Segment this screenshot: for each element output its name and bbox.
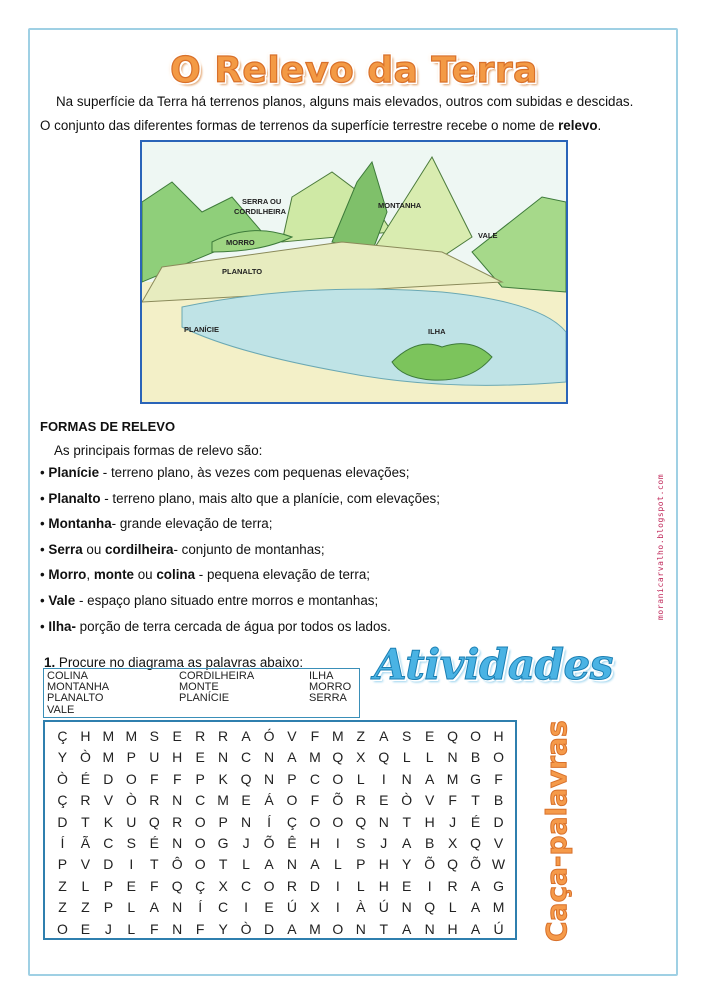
word-item: CORDILHEIRA [179,670,255,682]
puzzle-letter[interactable]: O [470,728,482,744]
puzzle-letter[interactable]: A [470,877,481,894]
puzzle-letter[interactable]: N [424,920,435,937]
puzzle-letter[interactable]: E [172,728,182,744]
puzzle-letter[interactable]: A [402,834,412,851]
puzzle-letter[interactable]: N [401,770,412,787]
puzzle-letter[interactable]: H [493,728,504,744]
puzzle-letter[interactable]: I [335,834,340,851]
puzzle-letter[interactable]: T [149,856,159,873]
puzzle-letter[interactable]: O [309,813,321,830]
puzzle-letter[interactable]: Q [355,813,367,830]
puzzle-letter[interactable]: I [335,899,340,916]
puzzle-letter[interactable]: F [149,877,159,894]
puzzle-letter[interactable]: B [470,749,481,766]
puzzle-letter[interactable]: M [217,792,229,809]
puzzle-letter[interactable]: H [424,813,435,830]
puzzle-letter[interactable]: Y [57,749,68,766]
caca-palavras-title: Caça-palavras [540,720,573,942]
puzzle-letter[interactable]: R [218,728,229,744]
puzzle-letter[interactable]: N [218,749,229,766]
word-item: COLINA [47,670,88,682]
puzzle-letter[interactable]: U [126,813,137,830]
puzzle-letter[interactable]: R [447,877,458,894]
puzzle-letter[interactable]: T [379,920,389,937]
puzzle-letter[interactable]: Ò [79,749,91,766]
puzzle-letter[interactable]: R [172,813,183,830]
intro-line-2-end: . [597,118,602,133]
bullet: • [40,567,49,583]
puzzle-letter[interactable]: F [195,920,205,937]
puzzle-letter[interactable]: E [241,792,251,809]
puzzle-letter[interactable]: S [126,834,136,851]
puzzle-letter[interactable]: M [125,728,138,744]
puzzle-letter[interactable]: H [172,749,183,766]
puzzle-letter[interactable]: P [287,770,297,787]
form-text: - grande elevação de terra; [111,516,273,532]
puzzle-letter[interactable]: Ò [401,792,413,809]
word-item: MORRO [309,681,352,694]
puzzle-letter[interactable]: O [194,856,206,873]
puzzle-letter[interactable]: F [494,770,503,787]
puzzle-letter[interactable]: C [195,792,206,809]
form-text: porção de terra cercada de água por todos os lados. [75,618,391,634]
puzzle-letter[interactable]: T [471,792,480,809]
puzzle-letter[interactable]: V [493,834,504,851]
puzzle-letter[interactable]: O [332,770,344,787]
puzzle-letter[interactable]: Í [198,899,203,916]
intro-keyword: relevo [558,118,598,133]
puzzle-letter[interactable]: O [332,813,344,830]
puzzle-letter[interactable]: V [424,792,435,809]
puzzle-letter[interactable]: D [103,770,114,787]
puzzle-letter[interactable]: V [103,792,114,809]
puzzle-letter[interactable]: B [424,834,435,851]
puzzle-letter[interactable]: R [80,792,91,809]
puzzle-letter[interactable]: F [310,728,320,744]
relief-form-item [40,515,640,541]
puzzle-letter[interactable]: X [310,899,320,916]
form-text: ou [82,541,106,557]
puzzle-letter[interactable]: Q [470,834,482,851]
form-name: Planalto [48,490,101,506]
puzzle-letter[interactable]: H [80,728,91,744]
word-search-puzzle [43,720,517,940]
form-text: - terreno plano, mais alto que a planície, com elevações; [100,490,440,506]
puzzle-letter[interactable]: T [402,813,411,830]
form-text: - conjunto de montanhas; [173,541,325,557]
puzzle-letter[interactable]: O [125,770,137,787]
puzzle-letter[interactable]: Ô [171,856,183,873]
puzzle-letter[interactable]: R [286,877,298,894]
puzzle-letter[interactable]: D [309,877,320,894]
word-list-box [43,668,360,718]
puzzle-letter[interactable]: Q [424,899,436,916]
puzzle-letter[interactable]: A [287,920,297,937]
puzzle-letter[interactable]: E [126,877,136,894]
puzzle-letter[interactable]: P [356,856,366,873]
word-item: MONTANHA [47,681,110,694]
puzzle-letter[interactable]: D [57,813,68,830]
puzzle-letter[interactable]: G [217,834,229,851]
puzzle-letter[interactable]: E [424,728,435,744]
form-text: - pequena elevação de terra; [195,567,370,583]
puzzle-letter[interactable]: L [127,920,136,937]
puzzle-letter[interactable]: I [381,770,386,787]
puzzle-letter[interactable]: C [218,899,229,916]
puzzle-letter[interactable]: M [309,749,321,766]
label-planalto: PLANALTO [222,267,263,276]
puzzle-letter[interactable]: I [244,899,249,916]
section-subtitle: As principais formas de relevo são: [54,443,263,458]
puzzle-letter[interactable]: L [448,899,457,916]
label-ilha: ILHA [428,327,446,336]
form-name: Morro [48,567,87,583]
puzzle-letter[interactable]: A [287,749,297,766]
puzzle-letter[interactable]: N [263,770,275,787]
puzzle-letter[interactable]: E [264,899,274,916]
puzzle-letter[interactable]: L [356,770,365,787]
puzzle-letter[interactable]: P [103,899,114,916]
puzzle-letter[interactable]: Õ [332,792,344,809]
landscape-drawing [142,142,566,402]
puzzle-letter[interactable]: Ó [263,728,275,744]
relief-form-item [40,541,640,567]
puzzle-letter[interactable]: C [241,877,252,894]
puzzle-letter[interactable]: O [263,877,275,894]
bullet: • [40,592,49,608]
label-cordilheira: CORDILHEIRA [234,207,287,216]
puzzle-letter[interactable]: J [380,834,388,851]
word-item: PLANALTO [47,692,104,705]
puzzle-letter[interactable]: A [310,856,320,873]
puzzle-letter[interactable]: Ê [287,834,297,851]
puzzle-letter[interactable]: C [103,834,114,851]
blog-url: moranicarvalho.blogspot.com [656,473,665,620]
label-planicie: PLANÍCIE [184,325,220,334]
puzzle-letter[interactable]: É [470,813,481,830]
intro-line-2-text: O conjunto das diferentes formas de terrenos da superfície terrestre recebe o nome de [40,118,559,133]
puzzle-letter[interactable]: N [401,899,412,916]
puzzle-letter[interactable]: Z [58,899,67,916]
puzzle-letter[interactable]: J [242,834,250,851]
puzzle-letter[interactable]: Q [332,749,344,766]
activity-number: 1. [44,655,56,670]
puzzle-letter[interactable]: T [218,856,228,873]
puzzle-letter[interactable]: M [309,920,321,937]
puzzle-letter[interactable]: V [80,856,91,873]
bullet: • [40,541,49,557]
label-morro: MORRO [226,238,255,247]
puzzle-letter[interactable]: F [448,792,457,809]
form-name: colina [156,567,196,583]
word-item: VALE [47,703,75,716]
puzzle-letter[interactable]: Ç [286,813,298,830]
form-text: , [86,567,94,583]
puzzle-letter[interactable]: R [149,792,160,809]
puzzle-letter[interactable]: N [241,813,252,830]
bullet: • [40,490,49,506]
puzzle-letter[interactable]: O [194,834,206,851]
puzzle-letter[interactable]: F [149,770,159,787]
puzzle-letter[interactable]: A [241,728,251,744]
puzzle-letter[interactable]: H [378,856,389,873]
puzzle-letter[interactable]: Á [264,792,274,809]
word-list [47,671,359,716]
puzzle-letter[interactable]: Q [447,856,459,873]
puzzle-letter[interactable]: Y [218,920,228,937]
puzzle-letter[interactable]: A [402,920,412,937]
word-item: ILHA [309,670,334,682]
puzzle-letter[interactable]: Õ [470,856,482,873]
puzzle-letter[interactable]: Q [240,770,252,787]
puzzle-letter[interactable]: T [81,813,90,830]
relief-form-item [40,464,640,490]
puzzle-letter[interactable]: M [446,770,459,787]
puzzle-letter[interactable]: Ú [378,899,389,916]
puzzle-letter[interactable]: Í [267,813,271,830]
puzzle-letter[interactable]: F [149,920,159,937]
puzzle-letter[interactable]: À [356,899,366,916]
puzzle-letter[interactable]: H [447,920,458,937]
puzzle-letter[interactable]: L [402,749,411,766]
bullet: • [40,618,49,634]
word-item: PLANÍCIE [179,692,230,705]
form-text: ou [134,567,157,583]
puzzle-letter[interactable]: N [172,792,183,809]
puzzle-letter[interactable]: Ç [57,792,68,809]
puzzle-letter[interactable]: A [379,728,389,744]
puzzle-letter[interactable]: A [264,856,274,873]
puzzle-letter[interactable]: S [356,834,366,851]
puzzle-letter[interactable]: N [355,920,366,937]
puzzle-letter[interactable]: P [126,749,136,766]
puzzle-letter[interactable]: A [470,920,481,937]
puzzle-letter[interactable]: Y [402,856,412,873]
puzzle-letter[interactable]: Ç [195,877,206,894]
puzzle-letter[interactable]: Ã [80,834,91,851]
puzzle-letter[interactable]: Q [447,728,459,744]
puzzle-letter[interactable]: Ç [57,728,68,744]
puzzle-letter[interactable]: L [127,899,136,916]
puzzle-letter[interactable]: D [263,920,275,937]
puzzle-letter[interactable]: Z [81,899,90,916]
puzzle-letter[interactable]: M [492,899,505,916]
puzzle-letter[interactable]: P [195,770,205,787]
puzzle-letter[interactable]: B [493,792,504,809]
puzzle-letter[interactable]: S [402,728,412,744]
puzzle-letter[interactable]: A [149,899,159,916]
puzzle-letter[interactable]: Z [356,728,366,744]
puzzle-letter[interactable]: R [195,728,206,744]
puzzle-letter[interactable]: L [425,749,434,766]
puzzle-letter[interactable]: G [470,770,482,787]
puzzle-letter[interactable]: Õ [424,856,436,873]
puzzle-letter[interactable]: Q [148,813,160,830]
puzzle-letter[interactable]: S [149,728,159,744]
puzzle-letter[interactable]: I [129,856,134,873]
puzzle-letter[interactable]: N [172,920,183,937]
puzzle-letter[interactable]: J [449,813,457,830]
puzzle-letter[interactable]: É [80,770,91,787]
puzzle-letter[interactable]: X [447,834,458,851]
bullet: • [40,465,49,480]
puzzle-letter[interactable]: O [286,792,298,809]
puzzle-letter[interactable]: N [378,813,389,830]
puzzle-letter[interactable]: M [102,749,115,766]
puzzle-letter[interactable]: I [427,877,432,894]
puzzle-letter[interactable]: V [287,728,297,744]
form-name: Planície [48,465,100,480]
puzzle-letter[interactable]: E [80,920,91,937]
puzzle-letter[interactable]: I [335,877,340,894]
puzzle-letter[interactable]: C [241,749,252,766]
puzzle-letter[interactable]: N [172,899,183,916]
puzzle-letter[interactable]: Õ [263,834,275,851]
form-name: cordilheira [105,541,174,557]
page-title: O Relevo da Terra [170,50,538,91]
puzzle-letter[interactable]: A [424,770,435,787]
puzzle-letter[interactable]: N [172,834,183,851]
puzzle-letter[interactable]: N [447,749,458,766]
puzzle-letter[interactable]: D [493,813,504,830]
puzzle-letter[interactable]: O [332,920,344,937]
puzzle-letter[interactable]: C [309,770,320,787]
puzzle-letter[interactable]: Q [378,749,390,766]
relief-forms-list [40,464,640,643]
puzzle-letter[interactable]: G [493,877,504,894]
relief-form-item [40,566,640,592]
puzzle-letter[interactable]: M [102,728,115,744]
form-name: monte [93,567,134,583]
activity-text: Procure no diagrama as palavras abaixo: [55,655,304,670]
puzzle-letter[interactable]: R [355,792,366,809]
puzzle-letter[interactable]: L [81,877,90,894]
puzzle-letter[interactable]: Q [171,877,183,894]
puzzle-grid [45,722,515,940]
puzzle-letter[interactable]: L [333,856,342,873]
label-montanha: MONTANHA [378,201,422,210]
puzzle-letter[interactable]: E [402,877,412,894]
puzzle-letter[interactable]: L [356,877,365,894]
puzzle-letter[interactable]: Ò [57,770,68,787]
puzzle-letter[interactable]: O [57,920,68,937]
bullet: • [40,516,49,532]
puzzle-letter[interactable]: X [218,877,228,894]
puzzle-letter[interactable]: X [356,749,366,766]
puzzle-letter[interactable]: Ú [493,920,504,937]
label-serra: SERRA OU [242,197,282,206]
puzzle-letter[interactable]: P [218,813,228,830]
puzzle-letter[interactable]: E [379,792,389,809]
puzzle-letter[interactable]: Ò [240,920,252,937]
form-name: Ilha- [48,618,76,634]
puzzle-letter[interactable]: N [263,749,275,766]
puzzle-letter[interactable]: E [195,749,205,766]
form-name: Montanha [48,516,112,532]
puzzle-letter[interactable]: H [309,834,320,851]
puzzle-letter[interactable]: M [332,728,344,744]
puzzle-letter[interactable]: Ò [125,792,137,809]
atividades-title: Atividades [374,640,613,689]
intro-line-1: Na superfície da Terra há terrenos planos, alguns mais elevados, outros com subidas e descidas. [56,94,634,109]
puzzle-letter[interactable]: O [493,749,504,766]
puzzle-letter[interactable]: W [491,856,506,873]
puzzle-letter[interactable]: K [103,813,114,830]
puzzle-letter[interactable]: Ú [286,899,298,916]
intro-line-2 [40,118,680,134]
puzzle-letter[interactable]: É [149,834,159,851]
form-name: Vale [48,592,76,608]
puzzle-letter[interactable]: Z [58,877,67,894]
puzzle-letter[interactable]: K [218,770,228,787]
puzzle-letter[interactable]: P [103,877,114,894]
section-title: FORMAS DE RELEVO [40,419,176,434]
puzzle-letter[interactable]: H [378,877,389,894]
puzzle-letter[interactable]: L [242,856,250,873]
puzzle-letter[interactable]: D [103,856,114,873]
puzzle-letter[interactable]: A [470,899,481,916]
puzzle-letter[interactable]: Í [60,834,65,851]
puzzle-letter[interactable]: P [57,856,68,873]
form-text: - espaço plano situado entre morros e montanhas; [75,592,379,608]
relief-form-item [40,592,640,618]
puzzle-letter[interactable]: F [172,770,182,787]
relief-form-item [40,490,640,516]
puzzle-letter[interactable]: N [286,856,298,873]
form-text: - terreno plano, às vezes com pequenas elevações; [99,465,410,480]
form-name: Serra [48,541,83,557]
word-item: SERRA [309,692,347,705]
puzzle-letter[interactable]: J [104,920,112,937]
relief-illustration [140,140,568,404]
puzzle-letter[interactable]: U [149,749,160,766]
label-vale: VALE [478,231,498,240]
puzzle-letter[interactable]: O [194,813,206,830]
puzzle-letter[interactable]: F [310,792,320,809]
word-item: MONTE [179,681,219,694]
